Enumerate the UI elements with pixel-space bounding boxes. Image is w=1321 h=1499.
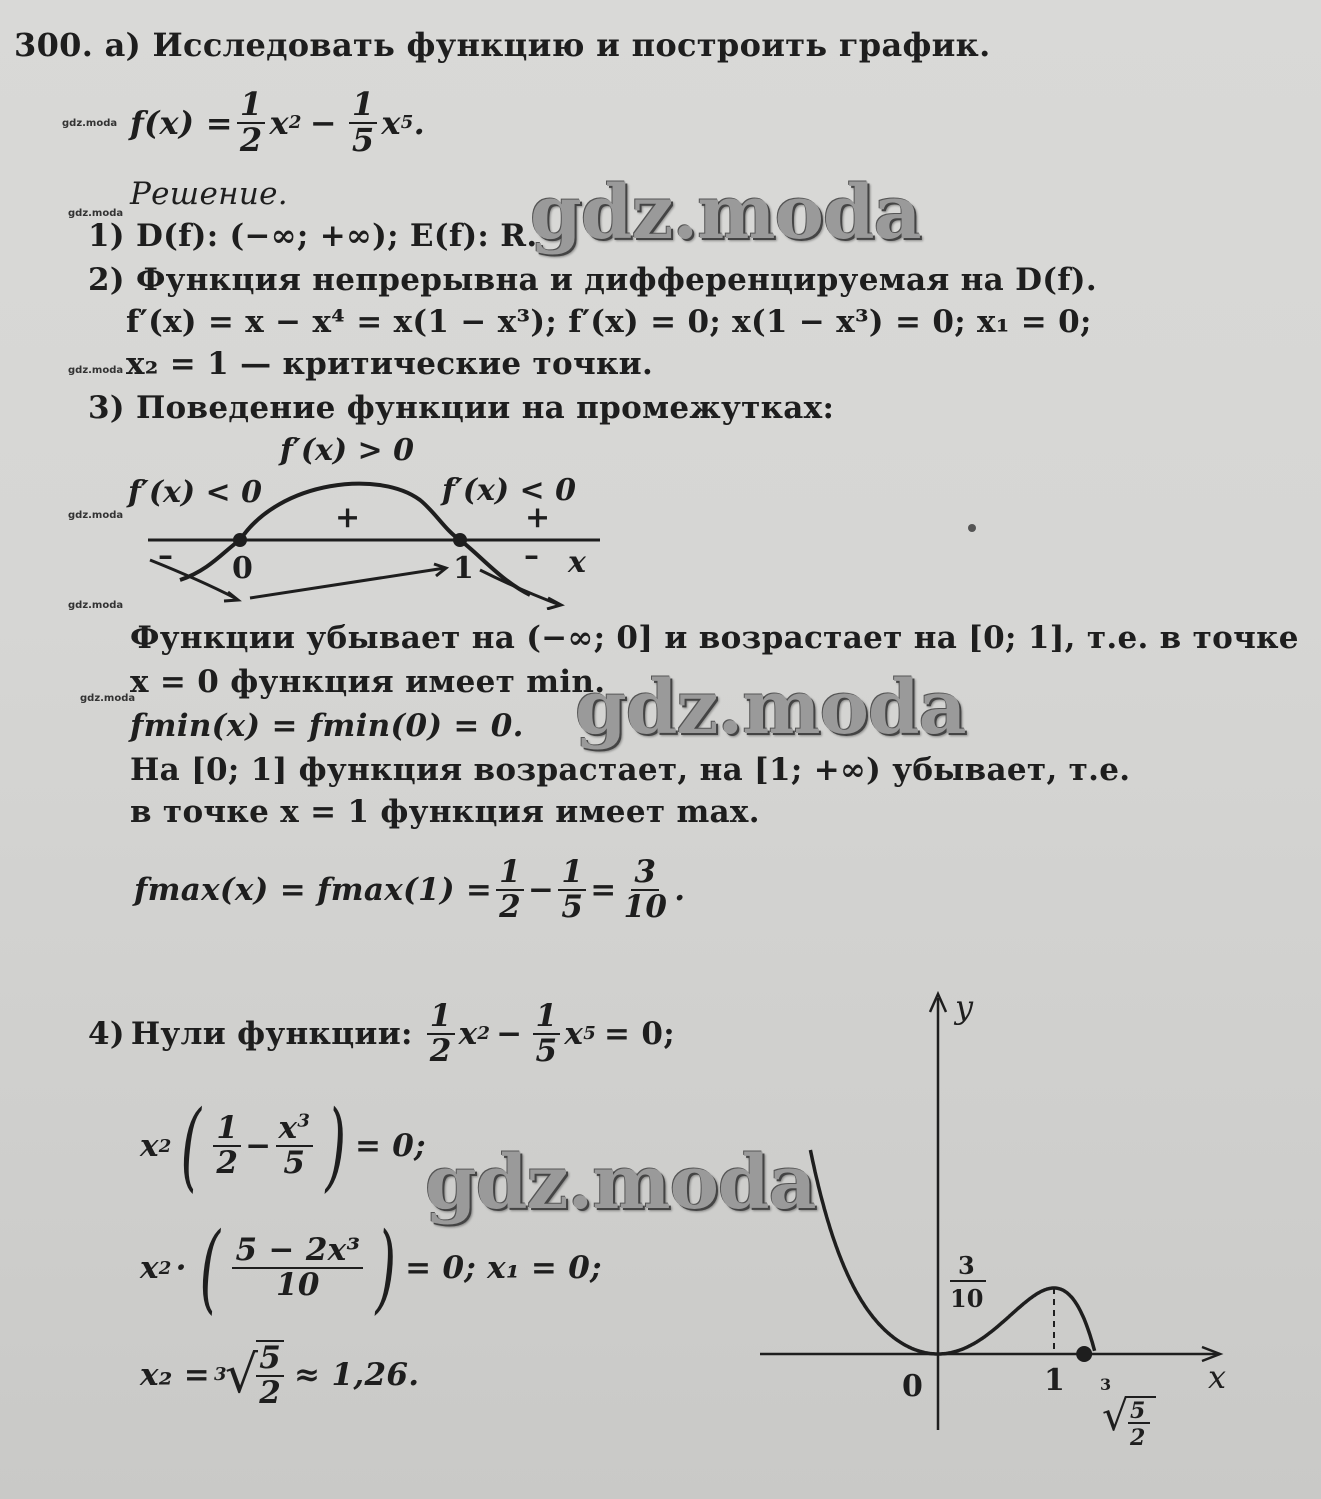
sign-diagram bbox=[120, 430, 640, 610]
root-den: 2 bbox=[1130, 1425, 1146, 1451]
page-speck bbox=[968, 524, 976, 532]
step-3-line-5: в точке x = 1 функция имеет max. bbox=[130, 794, 760, 830]
fraction: $\frac{1}{2}$ bbox=[427, 1000, 455, 1067]
sign-top-label: f′(x) > 0 bbox=[280, 433, 414, 468]
root-radical: √ bbox=[1102, 1391, 1129, 1440]
svg-text:+: + bbox=[525, 500, 551, 535]
step-4-row-4: x₂ = 3 √ $\frac{5}{2}$ ≈ 1,26. bbox=[140, 1340, 420, 1411]
problem-task: а) Исследовать функцию и построить график. bbox=[104, 26, 991, 64]
small-watermark: gdz.moda bbox=[68, 510, 124, 521]
fraction: $\frac{1}{2}$ bbox=[496, 856, 524, 923]
solution-title: Решение. bbox=[130, 176, 288, 212]
fraction: $\frac{\text{5 − 2x³}}{10}$ bbox=[232, 1234, 363, 1301]
watermark: gdz.moda bbox=[575, 665, 966, 751]
step-3-title: 3) Поведение функции на промежутках: bbox=[88, 390, 835, 426]
watermark: gdz.moda bbox=[530, 170, 921, 256]
decrease-arrow-right bbox=[480, 570, 560, 605]
sign-right-label: f′(x) < 0 bbox=[442, 473, 576, 508]
step-4-title: 4) Нули функции: $\frac{1}{2}$ x 2 − $\frac{1}{5}$ x 5 = 0; bbox=[88, 998, 675, 1069]
root-point bbox=[1076, 1346, 1092, 1362]
fraction: $\frac{1}{2}$ bbox=[213, 1112, 241, 1179]
step-3-line-4: На [0; 1] функция возрастает, на [1; +∞) убывает, т.е. bbox=[130, 752, 1131, 788]
svg-text:–: – bbox=[158, 538, 173, 573]
small-watermark: gdz.moda bbox=[68, 365, 124, 376]
svg-text:x: x bbox=[568, 545, 586, 580]
function-definition: f(x) = $\frac{1}{2}$ x 2 − $\frac{1}{5}$ x 5 . bbox=[130, 85, 426, 159]
problem-number: 300. bbox=[14, 26, 94, 64]
fraction: $\frac{1}{5}$ bbox=[349, 88, 378, 157]
fraction: $\frac{3}{10}$ bbox=[623, 854, 668, 925]
small-watermark: gdz.moda bbox=[80, 693, 136, 704]
root-index: 3 bbox=[1100, 1375, 1112, 1394]
small-watermark: gdz.moda bbox=[68, 208, 124, 219]
svg-text:–: – bbox=[524, 538, 539, 573]
fmax-equation: fmax(x) = fmax(1) = $\frac{1}{2}$ − $\frac{1}{5}$ = $\frac{3}{10}$ . bbox=[134, 854, 686, 925]
fraction: $\frac{1}{5}$ bbox=[533, 1000, 561, 1067]
svg-text:0: 0 bbox=[232, 551, 253, 586]
step-2-line-3: x₂ = 1 — критические точки. bbox=[126, 346, 654, 382]
critical-point-0 bbox=[233, 533, 247, 547]
fraction: $\frac{x^3}{5}$ bbox=[276, 1112, 314, 1179]
step-4-row-3: x 2 · ( $\frac{\text{5 − 2x³}}{10}$ ) = 0; x₁ = 0; bbox=[140, 1212, 602, 1324]
svg-text:1: 1 bbox=[453, 551, 474, 586]
step-3-fmin: fmin(x) = fmin(0) = 0. bbox=[130, 708, 524, 744]
step-2-line-1: 2) Функция непрерывна и дифференцируемая на D(f). bbox=[88, 262, 1097, 298]
critical-point-1 bbox=[453, 533, 467, 547]
fraction: $\frac{1}{5}$ bbox=[558, 856, 586, 923]
step-4-row-2: x 2 ( $\frac{1}{2}$ − $\frac{x^3}{5}$ ) = 0; bbox=[140, 1090, 426, 1202]
small-watermark: gdz.moda bbox=[62, 118, 118, 129]
fraction: $\frac{5}{2}$ bbox=[256, 1340, 284, 1409]
sign-left-label: f′(x) < 0 bbox=[128, 475, 262, 510]
svg-text:+: + bbox=[335, 500, 361, 535]
x-axis-label: x bbox=[1208, 1358, 1227, 1396]
function-graph bbox=[750, 990, 1250, 1470]
fraction: $\frac{1}{2}$ bbox=[237, 88, 266, 157]
step-3-line-1: Функции убывает на (−∞; 0] и возрастает на [0; 1], т.е. в точке bbox=[130, 620, 1299, 656]
problem-header bbox=[14, 26, 991, 64]
watermark: gdz.moda bbox=[425, 1140, 816, 1226]
function-curve bbox=[810, 1150, 1094, 1354]
y-axis-label: y bbox=[955, 990, 974, 1026]
root-num: 5 bbox=[1130, 1398, 1146, 1424]
tick-x-1: 1 bbox=[1044, 1363, 1065, 1398]
step-1: 1) D(f): (−∞; +∞); E(f): R. bbox=[88, 218, 538, 254]
increase-arrow bbox=[250, 568, 445, 598]
step-3-line-2: x = 0 функция имеет min. bbox=[130, 664, 606, 700]
step-2-line-2: f′(x) = x − x⁴ = x(1 − x³); f′(x) = 0; x(1 − x³) = 0; x₁ = 0; bbox=[126, 304, 1092, 340]
origin-label: 0 bbox=[902, 1369, 923, 1404]
tick-y-den: 10 bbox=[950, 1284, 984, 1313]
tick-y-num: 3 bbox=[958, 1251, 975, 1280]
small-watermark: gdz.moda bbox=[68, 600, 124, 611]
